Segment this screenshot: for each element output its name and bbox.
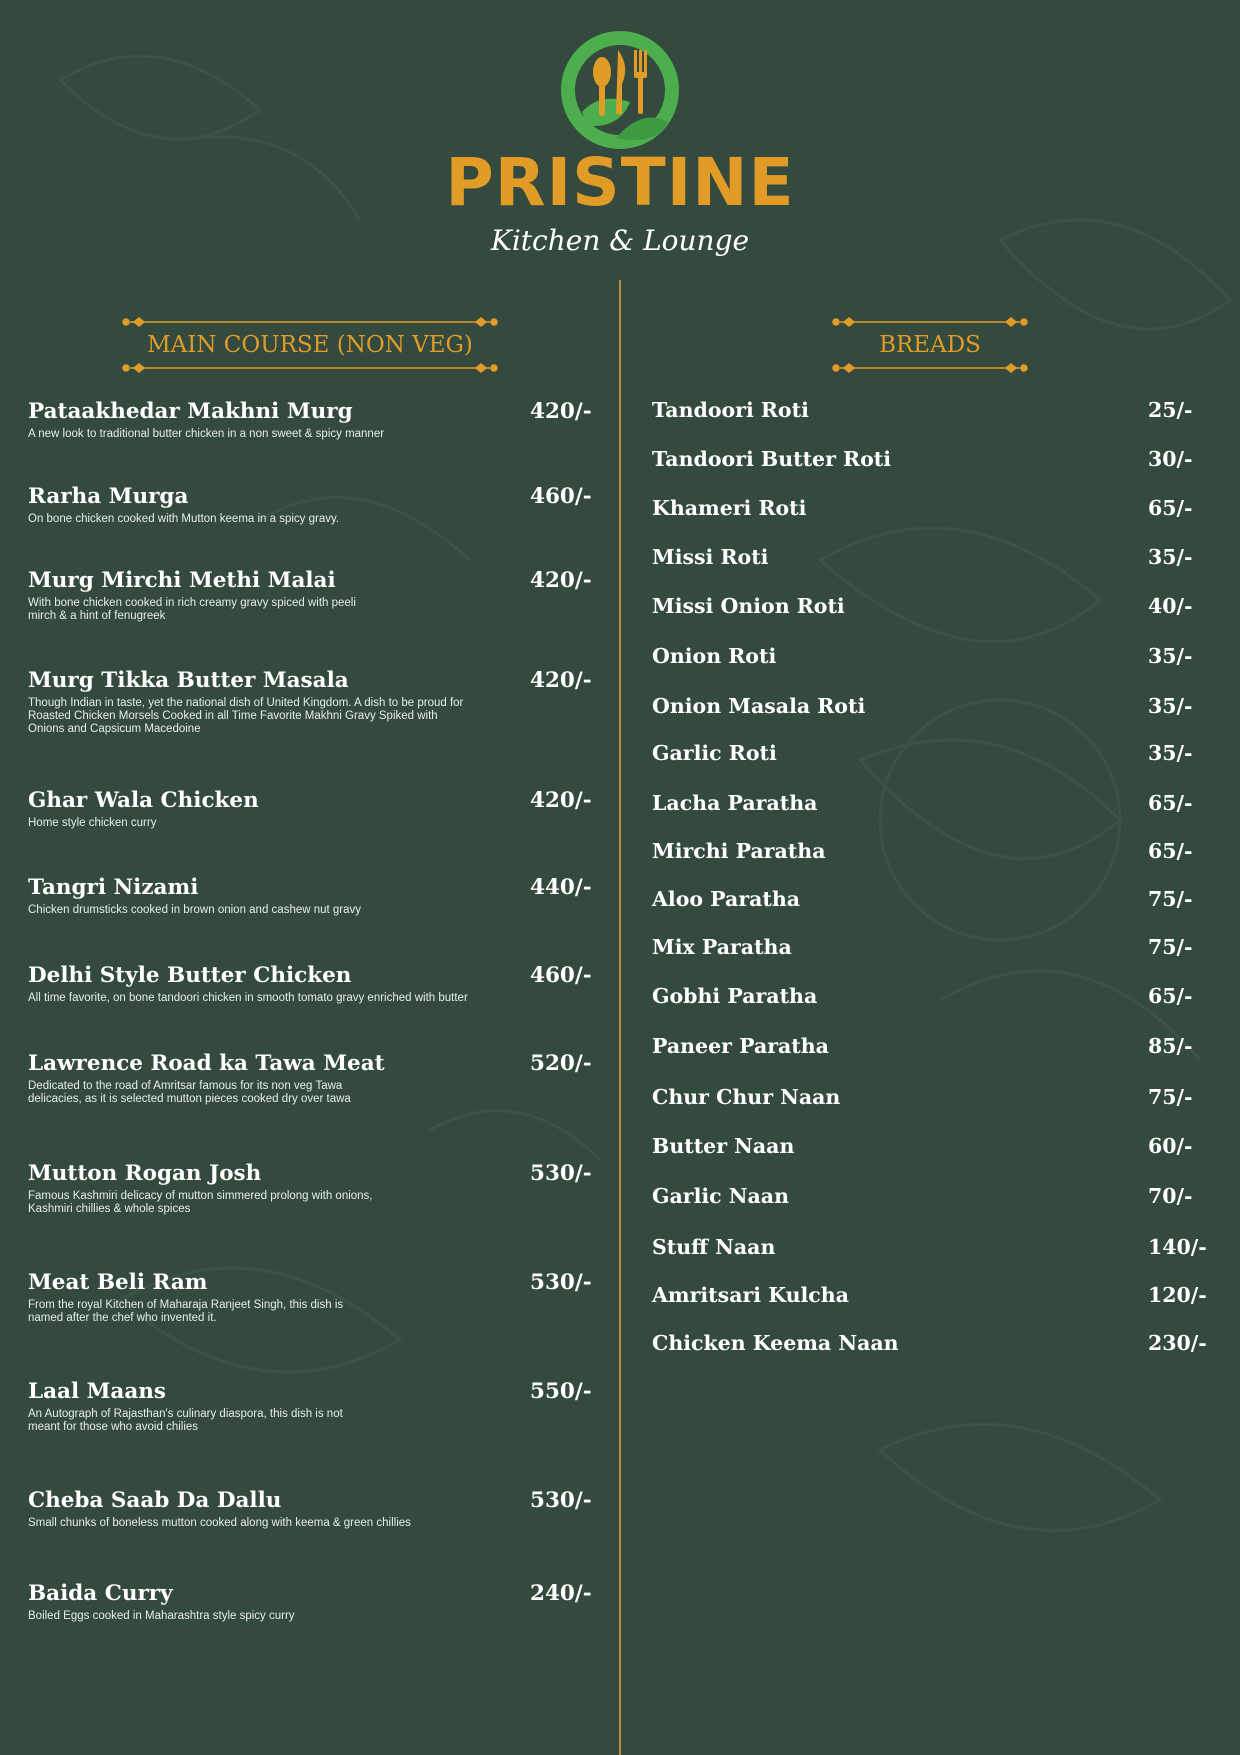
menu-item bbox=[28, 1051, 608, 1106]
item-name: Gobhi Paratha bbox=[652, 984, 818, 1008]
item-description: Small chunks of boneless mutton cooked along with keema & green chillies bbox=[28, 1517, 411, 1529]
item-price: 530/- bbox=[530, 1161, 592, 1186]
item-name: Pataakhedar Makhni Murg bbox=[28, 399, 353, 424]
main-course-header bbox=[120, 310, 500, 380]
bread-item bbox=[652, 398, 1212, 428]
item-name: Missi Roti bbox=[652, 545, 769, 569]
menu-item bbox=[28, 788, 608, 830]
item-price: 230/- bbox=[1148, 1331, 1207, 1355]
menu-item bbox=[28, 963, 608, 1005]
brand-tagline: Kitchen & Lounge bbox=[490, 224, 750, 257]
item-price: 70/- bbox=[1148, 1184, 1193, 1208]
item-description: With bone chicken cooked in rich creamy gravy spiced with peeli mirch & a hint of fenugreek bbox=[28, 597, 356, 622]
bread-item bbox=[652, 496, 1212, 526]
item-name: Garlic Roti bbox=[652, 741, 777, 765]
menu-item bbox=[28, 1270, 608, 1325]
item-name: Delhi Style Butter Chicken bbox=[28, 963, 352, 988]
item-name: Onion Masala Roti bbox=[652, 694, 866, 718]
item-name: Missi Onion Roti bbox=[652, 594, 845, 618]
menu-item bbox=[28, 399, 608, 441]
bread-item bbox=[652, 594, 1212, 624]
item-name: Aloo Paratha bbox=[652, 887, 801, 911]
item-description: Though Indian in taste, yet the national dish of United Kingdom. A dish to be proud for Roasted Chicken Morsels Cooked in all Time Favorite Makhni Gravy Spiked with Onions and Capsicum Macedoine bbox=[28, 697, 464, 735]
item-price: 65/- bbox=[1148, 496, 1193, 520]
item-name: Lawrence Road ka Tawa Meat bbox=[28, 1051, 385, 1076]
item-price: 140/- bbox=[1148, 1235, 1207, 1259]
item-description: Home style chicken curry bbox=[28, 817, 157, 829]
item-price: 35/- bbox=[1148, 694, 1193, 718]
item-price: 25/- bbox=[1148, 398, 1193, 422]
item-name: Ghar Wala Chicken bbox=[28, 788, 259, 813]
item-price: 420/- bbox=[530, 399, 592, 424]
item-price: 460/- bbox=[530, 963, 592, 988]
item-description: From the royal Kitchen of Maharaja Ranjeet Singh, this dish is named after the chef who invented it. bbox=[28, 1299, 344, 1324]
menu-item bbox=[28, 484, 608, 526]
restaurant-logo bbox=[560, 30, 680, 150]
bread-item bbox=[652, 447, 1212, 477]
item-description: Chicken drumsticks cooked in brown onion and cashew nut gravy bbox=[28, 904, 362, 916]
item-price: 35/- bbox=[1148, 741, 1193, 765]
item-name: Mix Paratha bbox=[652, 935, 792, 959]
bread-item bbox=[652, 1034, 1212, 1064]
item-name: Chur Chur Naan bbox=[652, 1085, 841, 1109]
item-price: 60/- bbox=[1148, 1134, 1193, 1158]
item-price: 65/- bbox=[1148, 791, 1193, 815]
item-name: Lacha Paratha bbox=[652, 791, 818, 815]
main-course-title: MAIN COURSE (NON VEG) bbox=[147, 332, 473, 358]
item-name: Onion Roti bbox=[652, 644, 777, 668]
bread-item bbox=[652, 791, 1212, 821]
item-name: Murg Mirchi Methi Malai bbox=[28, 568, 336, 593]
bread-item bbox=[652, 1331, 1212, 1361]
item-name: Tandoori Roti bbox=[652, 398, 809, 422]
item-price: 420/- bbox=[530, 788, 592, 813]
item-name: Khameri Roti bbox=[652, 496, 807, 520]
item-price: 530/- bbox=[530, 1270, 592, 1295]
bread-item bbox=[652, 545, 1212, 575]
menu-item bbox=[28, 1161, 608, 1216]
brand-name: PRISTINE bbox=[445, 144, 795, 221]
menu-item bbox=[28, 1379, 608, 1434]
item-name: Laal Maans bbox=[28, 1379, 167, 1404]
item-name: Meat Beli Ram bbox=[28, 1270, 208, 1295]
item-description: Dedicated to the road of Amritsar famous for its non veg Tawa delicacies, as it is selected mutton pieces cooked dry over tawa bbox=[28, 1080, 351, 1105]
item-name: Garlic Naan bbox=[652, 1184, 789, 1208]
item-description: An Autograph of Rajasthan's culinary diaspora, this dish is not meant for those who avoid chilies bbox=[28, 1408, 343, 1433]
item-price: 530/- bbox=[530, 1488, 592, 1513]
item-price: 240/- bbox=[530, 1581, 592, 1606]
item-price: 40/- bbox=[1148, 594, 1193, 618]
item-price: 65/- bbox=[1148, 839, 1193, 863]
item-price: 85/- bbox=[1148, 1034, 1193, 1058]
bread-item bbox=[652, 1235, 1212, 1265]
breads-header bbox=[830, 310, 1030, 380]
bread-item bbox=[652, 887, 1212, 917]
item-name: Butter Naan bbox=[652, 1134, 795, 1158]
item-price: 75/- bbox=[1148, 1085, 1193, 1109]
item-description: Famous Kashmiri delicacy of mutton simmered prolong with onions, Kashmiri chillies & whole spices bbox=[28, 1190, 373, 1215]
item-name: Mutton Rogan Josh bbox=[28, 1161, 262, 1186]
bread-item bbox=[652, 741, 1212, 771]
item-price: 460/- bbox=[530, 484, 592, 509]
item-name: Chicken Keema Naan bbox=[652, 1331, 899, 1355]
item-description: All time favorite, on bone tandoori chicken in smooth tomato gravy enriched with butter bbox=[28, 992, 468, 1004]
item-name: Tandoori Butter Roti bbox=[652, 447, 892, 471]
item-price: 65/- bbox=[1148, 984, 1193, 1008]
item-description: A new look to traditional butter chicken in a non sweet & spicy manner bbox=[28, 428, 385, 440]
item-name: Mirchi Paratha bbox=[652, 839, 826, 863]
item-name: Murg Tikka Butter Masala bbox=[28, 668, 349, 693]
item-name: Tangri Nizami bbox=[28, 875, 199, 900]
menu-item bbox=[28, 875, 608, 917]
column-divider bbox=[619, 280, 621, 1755]
bread-item bbox=[652, 984, 1212, 1014]
item-price: 440/- bbox=[530, 875, 592, 900]
menu-item bbox=[28, 568, 608, 623]
item-name: Paneer Paratha bbox=[652, 1034, 829, 1058]
item-price: 30/- bbox=[1148, 447, 1193, 471]
menu-item bbox=[28, 1581, 608, 1623]
item-price: 35/- bbox=[1148, 545, 1193, 569]
bread-item bbox=[652, 1283, 1212, 1313]
bread-item bbox=[652, 839, 1212, 869]
item-name: Rarha Murga bbox=[28, 484, 189, 509]
item-description: Boiled Eggs cooked in Maharashtra style spicy curry bbox=[28, 1610, 295, 1622]
menu-item bbox=[28, 668, 608, 736]
item-name: Baida Curry bbox=[28, 1581, 173, 1606]
bread-item bbox=[652, 694, 1212, 724]
bread-item bbox=[652, 644, 1212, 674]
item-price: 520/- bbox=[530, 1051, 592, 1076]
item-price: 420/- bbox=[530, 668, 592, 693]
item-price: 420/- bbox=[530, 568, 592, 593]
bread-item bbox=[652, 1134, 1212, 1164]
bread-item bbox=[652, 935, 1212, 965]
bread-item bbox=[652, 1085, 1212, 1115]
item-name: Amritsari Kulcha bbox=[652, 1283, 849, 1307]
item-description: On bone chicken cooked with Mutton keema in a spicy gravy. bbox=[28, 513, 340, 525]
item-price: 75/- bbox=[1148, 887, 1193, 911]
breads-title: BREADS bbox=[879, 332, 981, 358]
item-name: Stuff Naan bbox=[652, 1235, 776, 1259]
item-price: 120/- bbox=[1148, 1283, 1207, 1307]
bread-item bbox=[652, 1184, 1212, 1214]
item-price: 35/- bbox=[1148, 644, 1193, 668]
menu-item bbox=[28, 1488, 608, 1530]
item-price: 550/- bbox=[530, 1379, 592, 1404]
item-name: Cheba Saab Da Dallu bbox=[28, 1488, 282, 1513]
item-price: 75/- bbox=[1148, 935, 1193, 959]
